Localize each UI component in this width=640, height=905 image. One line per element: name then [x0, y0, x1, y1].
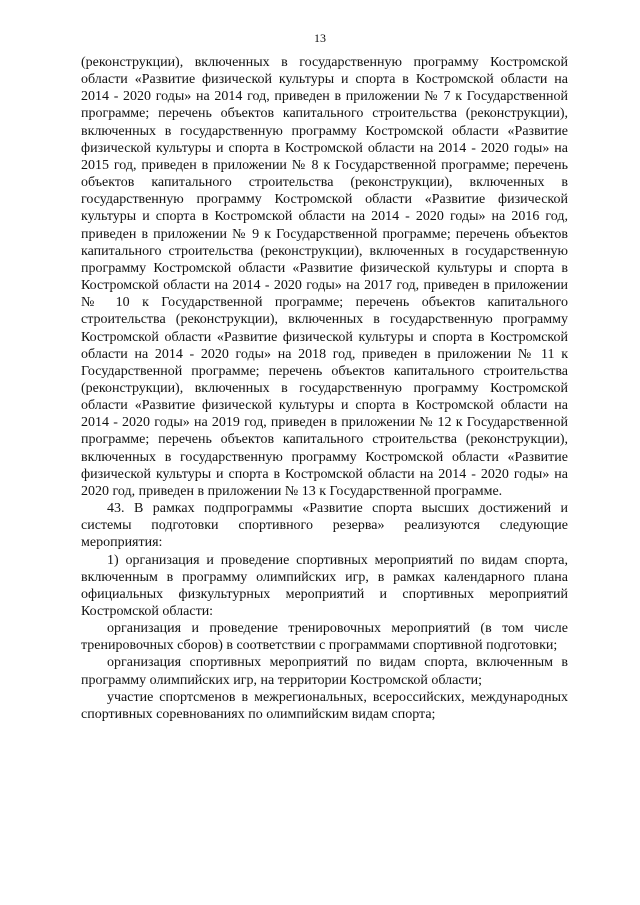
paragraph-athlete-participation: участие спортсменов в межрегиональных, всероссийских, международных спортивных соревнованиях по олимпийским видам спорта; [81, 689, 568, 722]
paragraph-item-43: 43. В рамках подпрограммы «Развитие спорта высших достижений и системы подготовки спортивного резерва» реализуются следующие мероприятия: [81, 501, 568, 551]
paragraph-olympic-events: организация спортивных мероприятий по видам спорта, включенным в программу олимпийских игр, на территории Костромской области; [81, 655, 568, 688]
document-body [81, 54, 568, 723]
paragraph-continuation: (реконструкции), включенных в государственную программу Костромской области «Развитие физической культуры и спорта в Костромской области на 2014 - 2020 годы» на 2014 год, приведен в приложении № 7 к Государственной программе; перечень объектов капитального строительства (реконструкции), включенных в государственную программу Костромской области «Развитие физической культуры и спорта в Костромской области на 2014 - 2020 годы» на 2015 год, приведен в приложении № 8 к Государственной программе; перечень объектов капитального строительства (реконструкции), включенных в государственную программу Костромской области «Развитие физической культуры и спорта в Костромской области на 2014 - 2020 годы» на 2016 год, приведен в приложении № 9 к Государственной программе; перечень объектов капитального строительства (реконструкции), включенных в государственную программу Костромской области «Развитие физической культуры и спорта в Костромской области на 2014 - 2020 годы» на 2017 год, приведен в приложении № 10 к Государственной программе; перечень объектов капитального строительства (реконструкции), включенных в государственную программу Костромской области «Развитие физической культуры и спорта в Костромской области на 2014 - 2020 годы» на 2018 год, приведен в приложении № 11 к Государственной программе; перечень объектов капитального строительства (реконструкции), включенных в государственную программу Костромской области «Развитие физической культуры и спорта в Костромской области на 2014 - 2020 годы» на 2019 год, приведен в приложении № 12 к Государственной программе; перечень объектов капитального строительства (реконструкции), включенных в государственную программу Костромской области «Развитие физической культуры и спорта в Костромской области на 2014 - 2020 годы» на 2020 год, приведен в приложении № 13 к Государственной программе. [81, 55, 568, 499]
paragraph-subitem-1: 1) организация и проведение спортивных мероприятий по видам спорта, включенным в программу олимпийских игр, в рамках календарного плана официальных физкультурных мероприятий и спортивных мероприятий Костромской области: [81, 552, 568, 619]
paragraph-training-events: организация и проведение тренировочных мероприятий (в том числе тренировочных сборов) в соответствии с программами спортивной подготовки; [81, 621, 568, 654]
page-number: 13 [314, 31, 326, 45]
